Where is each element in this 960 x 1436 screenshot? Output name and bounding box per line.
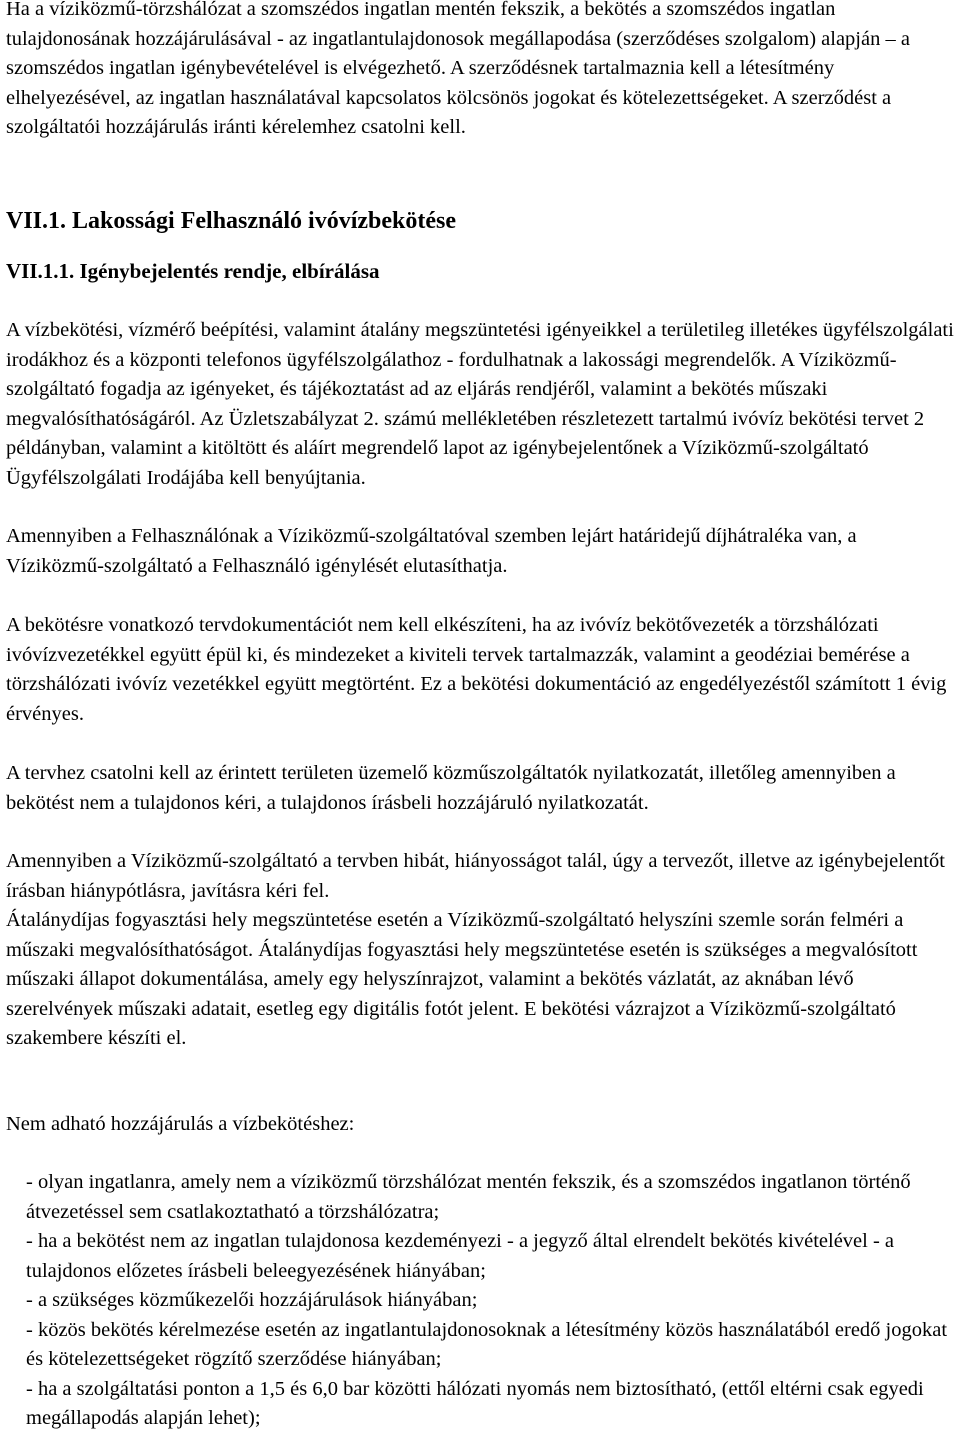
arrears-paragraph: Amennyiben a Felhasználónak a Víziközmű-szolgáltatóval szemben lejárt határidejű díjhátraléka van, a Víziközmű-szolgáltató a Felhasználó igénylését elutasíthatja. <box>6 525 857 577</box>
intro-paragraph: Ha a víziközmű-törzshálózat a szomszédos ingatlan mentén fekszik, a bekötés a szomszédos ingatlan tulajdonosának hozzájárulásával - az ingatlantulajdonosok megállapodása (szerződéses szolgalom) alapján – a szomszédos ingatlan igénybevételével is elvégezhető. A szerződésnek tartalmaznia kell a létesítmény elhelyezésével, az ingatlan használatával kapcsolatos kölcsönös jogokat és kötelezettségeket. A szerződést a szolgáltatói hozzájárulás iránti kérelemhez csatolni kell. <box>6 0 910 138</box>
utility-declarations-paragraph: A tervhez csatolni kell az érintett területen üzemelő közműszolgáltatók nyilatkozatát, illetőleg amennyiben a bekötést nem a tulajdonos kéri, a tulajdonos írásbeli hozzájáruló nyilatkozatát. <box>6 762 896 814</box>
application-procedure-paragraph: A vízbekötési, vízmérő beépítési, valamint átalány megszüntetési igényeikkel a területileg illetékes ügyfélszolgálati irodákhoz és a központi telefonos ügyfélszolgálathoz - fordulhatnak a lakossági megrendelők. A Víziközmű-szolgáltató fogadja az igényeket, és tájékoztatást ad az eljárás rendjéről, valamint a bekötés műszaki megvalósíthatóságáról. Az Üzletszabályzat 2. számú mellékletében részletezett tartalmú ivóvíz bekötési tervet 2 példányban, valamint a kitöltött és aláírt megrendelő lapot az igénybejelentőnek a Víziközmű-szolgáltató Ügyfélszolgálati Irodájába kell benyújtania. <box>6 319 954 489</box>
flat-rate-termination-paragraph: Átalánydíjas fogyasztási hely megszüntetése esetén a Víziközmű-szolgáltató helyszíni szemle során felméri a műszaki megvalósíthatóságot. Átalánydíjas fogyasztási hely megszüntetése esetén is szükséges a megvalósított műszaki állapot dokumentálása, amely egy helyszínrajzot, valamint a bekötés vázlatát, az aknában lévő szerelvények műszaki adatait, esetleg egy digitális fotót jelent. E bekötési vázrajzot a Víziközmű-szolgáltató szakembere készíti el. <box>6 909 918 1049</box>
list-item: - olyan ingatlanra, amely nem a víziközmű törzshálózat mentén fekszik, és a szomszédos ingatlanon történő átvezetéssel sem csatlakoztatható a törzshálózatra; <box>26 1171 911 1223</box>
list-item: - közös bekötés kérelmezése esetén az ingatlantulajdonosoknak a létesítmény közös használatából eredő jogokat és kötelezettségeket rögzítő szerződése hiányában; <box>26 1318 948 1370</box>
refusal-conditions-list <box>26 1168 956 1434</box>
subsection-heading: VII.1.1. Igénybejelentés rendje, elbírálása <box>6 259 380 283</box>
list-item: - ha a bekötést nem az ingatlan tulajdonosa kezdeményezi - a jegyző által elrendelt bekötés kivételével - a tulajdonos előzetes írásbeli beleegyezésének hiányában; <box>26 1230 895 1282</box>
section-heading: VII.1. Lakossági Felhasználó ivóvízbekötése <box>6 208 457 234</box>
list-item: - a szükséges közműkezelői hozzájárulások hiányában; <box>26 1289 478 1311</box>
documentation-exemption-paragraph: A bekötésre vonatkozó tervdokumentációt nem kell elkészíteni, ha az ivóvíz bekötővezeték a törzshálózati ivóvízvezetékkel együtt épül ki, és mindezeket a kiviteli tervek tartalmazzák, valamint a geodéziai bemérése a törzshálózati ivóvíz vezetékkel együtt megtörtént. Ez a bekötési dokumentáció az engedélyezéstől számított 1 évig érvényes. <box>6 614 947 725</box>
refusal-intro: Nem adható hozzájárulás a vízbekötéshez: <box>6 1113 355 1135</box>
plan-errors-paragraph: Amennyiben a Víziközmű-szolgáltató a tervben hibát, hiányosságot talál, úgy a tervezőt, illetve az igénybejelentőt írásban hiánypótlásra, javításra kéri fel. <box>6 850 945 902</box>
list-item: - ha a szolgáltatási ponton a 1,5 és 6,0 bar közötti hálózati nyomás nem biztosítható, (ettől eltérni csak egyedi megállapodás alapján lehet); <box>26 1377 924 1429</box>
